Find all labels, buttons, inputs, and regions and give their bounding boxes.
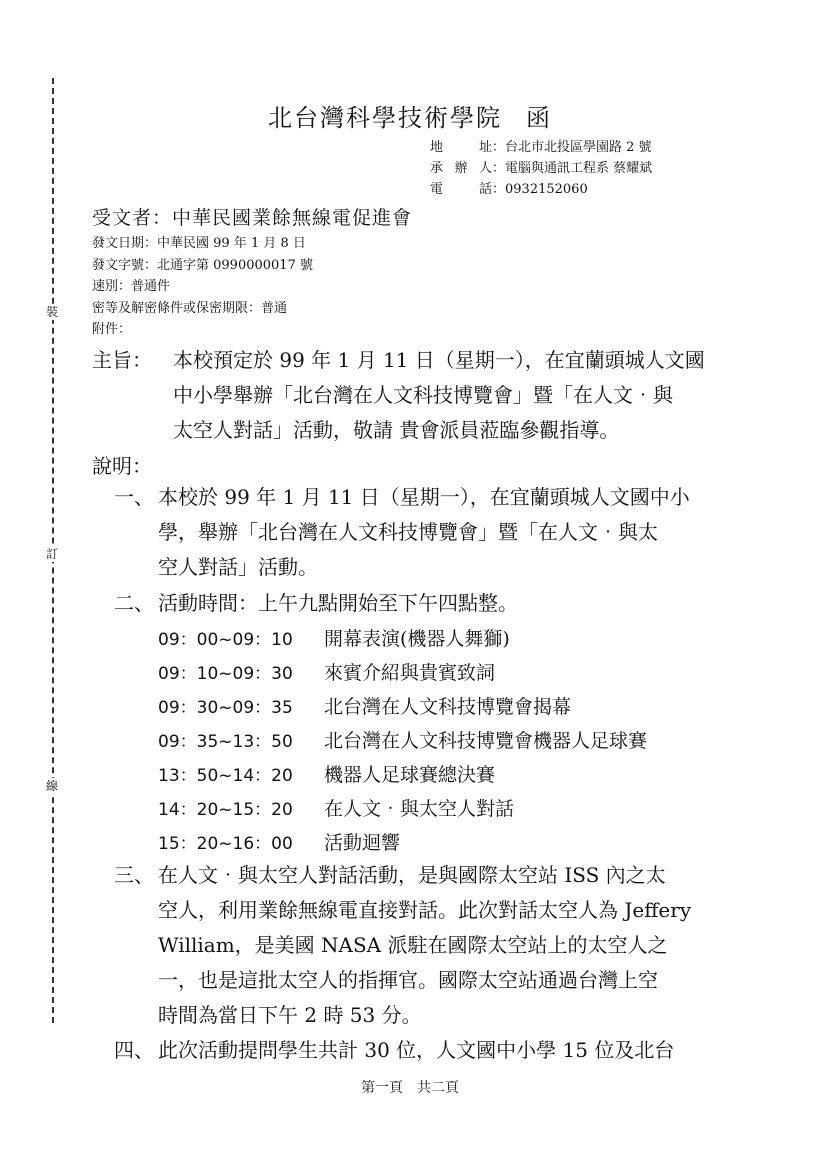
document-meta: [92, 233, 313, 341]
item-number: 四、: [114, 1038, 154, 1062]
binding-mark-ding: 訂: [46, 547, 59, 561]
sender-row: 電 話：0932152060: [430, 179, 652, 200]
item-line: 學，舉辦「北台灣在人文科技博覽會」暨「在人文‧與太: [158, 520, 658, 544]
schedule-event: 來賓介紹與貴賓致詞: [324, 662, 496, 684]
schedule-row: [158, 623, 647, 657]
subject-line: 太空人對話」活動，敬請 貴會派員蒞臨參觀指導。: [173, 418, 620, 442]
item-line: 本校於 99 年 1 月 11 日（星期一），在宜蘭頭城人文國中小: [158, 485, 690, 509]
explanation-item-3: [114, 858, 691, 1033]
binding-mark-zhuang: 裝: [46, 305, 59, 319]
subject-label: 主旨：: [92, 348, 152, 372]
sender-key: 承辦人: [430, 161, 492, 176]
binding-mark-xian: 線: [46, 779, 59, 793]
explanation-label: 說明：: [92, 454, 152, 478]
item-line: William，是美國 NASA 派駐在國際太空站上的太空人之: [158, 933, 668, 957]
item-line: 時間為當日下午 2 時 53 分。: [158, 1003, 422, 1027]
sender-key: 電 話: [430, 182, 492, 197]
item-number: 二、: [114, 591, 154, 615]
item-line: 此次活動提問學生共計 30 位，人文國中小學 15 位及北台: [158, 1038, 675, 1062]
item-line: 空人，利用業餘無線電直接對話。此次對話太空人為 Jeffery: [158, 898, 692, 922]
schedule-event: 北台灣在人文科技博覽會機器人足球賽: [324, 730, 648, 752]
explanation-item-1: [114, 480, 690, 585]
meta-attachment: 附件：: [92, 322, 132, 337]
meta-speed: 速別：普通件: [92, 279, 171, 294]
sender-info: [430, 137, 652, 200]
subject-line: 本校預定於 99 年 1 月 11 日（星期一），在宜蘭頭城人文國: [173, 348, 705, 372]
meta-doc-number: 發文字號：北通字第 0990000017 號: [92, 257, 313, 273]
subject-line: 中小學舉辦「北台灣在人文科技博覽會」暨「在人文‧與: [173, 383, 673, 407]
schedule-time: 14：20~15：20: [158, 800, 293, 820]
item-number: 三、: [114, 863, 154, 887]
meta-confidentiality: 密等及解密條件或保密期限：普通: [92, 300, 288, 316]
schedule-event: 機器人足球賽總決賽: [324, 764, 496, 786]
schedule-time: 09：35~13：50: [158, 732, 293, 752]
meta-date: 發文日期：中華民國 99 年 1 月 8 日: [92, 236, 306, 251]
item-line: 活動時間：上午九點開始至下午四點整。: [158, 591, 518, 615]
schedule-row: [158, 827, 647, 861]
title-type: 函: [526, 104, 552, 132]
subject-section: [92, 343, 705, 448]
item-line: 一，也是這批太空人的指揮官。國際太空站通過台灣上空: [158, 968, 658, 992]
title-org: 北台灣科學技術學院: [268, 104, 502, 132]
schedule-row: [158, 691, 647, 725]
schedule-time: 09：10~09：30: [158, 664, 293, 684]
schedule-time: 15：20~16：00: [158, 834, 293, 854]
explanation-item-4: [114, 1033, 674, 1068]
schedule-event: 在人文‧與太空人對話: [324, 798, 515, 820]
recipient: 受文者：中華民國業餘無線電促進會: [92, 207, 413, 229]
document-title: [0, 98, 820, 133]
schedule-row: [158, 759, 647, 793]
item-number: 一、: [114, 485, 154, 509]
sender-value: 0932152060: [505, 182, 588, 197]
schedule-event: 開幕表演(機器人舞獅): [324, 628, 510, 650]
sender-value: 電腦與通訊工程系 蔡耀斌: [505, 161, 653, 176]
schedule-time: 09：30~09：35: [158, 698, 293, 718]
schedule-row: [158, 725, 647, 759]
sender-row: 承辦人：電腦與通訊工程系 蔡耀斌: [430, 158, 652, 179]
page-footer: 第一頁 共二頁: [361, 1080, 459, 1096]
schedule-event: 北台灣在人文科技博覽會揭幕: [324, 696, 572, 718]
sender-value: 台北市北投區學園路 2 號: [505, 140, 652, 155]
item-line: 在人文‧與太空人對話活動，是與國際太空站 ISS 內之太: [158, 863, 666, 887]
item-line: 空人對話」活動。: [158, 555, 318, 579]
schedule-row: [158, 657, 647, 691]
explanation-item-2: [114, 586, 518, 621]
sender-row: 地 址：台北市北投區學園路 2 號: [430, 137, 652, 158]
schedule-row: [158, 793, 647, 827]
schedule-list: [158, 623, 647, 861]
schedule-time: 09：00~09：10: [158, 630, 293, 650]
schedule-event: 活動迴響: [324, 832, 401, 854]
sender-key: 地 址: [430, 140, 492, 155]
schedule-time: 13：50~14：20: [158, 766, 293, 786]
